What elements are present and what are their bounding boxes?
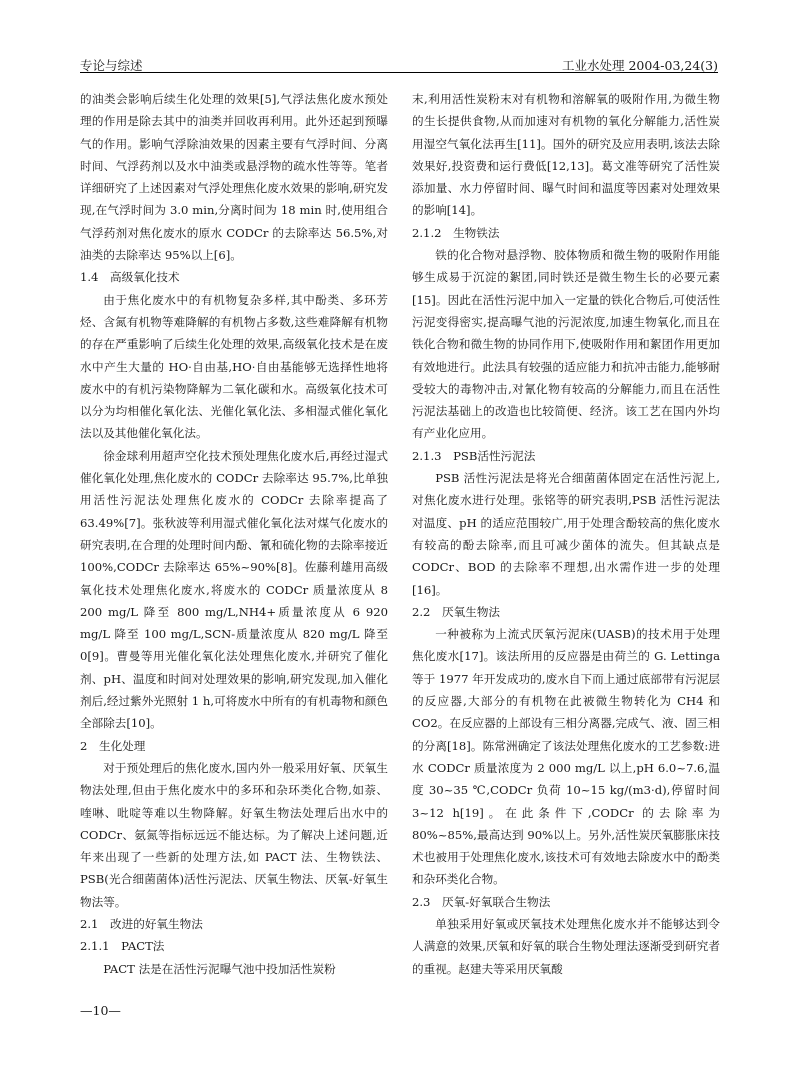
header-divider bbox=[80, 72, 718, 73]
header-section-title: 专论与综述 bbox=[80, 58, 143, 73]
body-paragraph: 徐金球利用超声空化技术预处理焦化废水后,再经过湿式催化氧化处理,焦化废水的 CODCr 去除率达 95.7%,比单独用活性污泥法处理焦化废水的 CODCr 去除率提高了 63.49%[7]。张秋波等利用湿式催化氧化法对煤气化废水的研究表明,在合理的处理时间内酚、氰和硫化物的去除率接近 100%,CODCr 去除率达 65%~90%[8]。佐藤利雄用高级氧化技术处理焦化废水,将废水的 CODCr 质量浓度从 8 200 mg/L 降至 800 mg/L,NH4+质量浓度从 6 920 mg/L 降至 100 mg/L,SCN-质量浓度从 820 mg/L 降至 0[9]。曹曼等用光催化氧化法处理焦化废水,并研究了催化剂、pH、温度和时间对处理效果的影响,研究发现,加入催化剂后,经过紫外光照射 1 h,可将废水中所有的有机毒物和颜色全部除去[10]。 bbox=[80, 448, 388, 731]
section-heading: 2.1.2 生物铁法 bbox=[412, 225, 500, 240]
section-heading: 2.1.3 PSB活性污泥法 bbox=[412, 448, 536, 463]
page-number: —10— bbox=[80, 1003, 121, 1018]
body-paragraph: 铁的化合物对悬浮物、胶体物质和微生物的吸附作用能够生成易于沉淀的絮团,同时铁还是微生物生长的必要元素[15]。因此在活性污泥中加入一定量的铁化合物后,可使活性污泥变得密实,提高曝气池的污泥浓度,加速生物氧化,而且在铁化合物和微生物的协同作用下,使吸附作用和絮团作用更加有效地进行。此法具有较强的适应能力和抗冲击能力,能够耐受较大的毒物冲击,对氰化物有较高的分解能力,而且在活性污泥法基础上的改造也比较简便、经济。该工艺在国内外均有产业化应用。 bbox=[412, 248, 720, 441]
section-heading: 1.4 高级氧化技术 bbox=[80, 270, 180, 285]
body-paragraph: 末,利用活性炭粉末对有机物和溶解氧的吸附作用,为微生物的生长提供食物,从而加速对有机物的氧化分解能力,活性炭用湿空气氧化法再生[11]。国外的研究及应用表明,该法去除效果好,投资费和运行费低[12,13]。葛文准等研究了活性炭添加量、水力停留时间、曝气时间和温度等因素对处理效果的影响[14]。 bbox=[412, 92, 720, 218]
section-heading: 2.1.1 PACT法 bbox=[80, 939, 165, 954]
body-paragraph: 一种被称为上流式厌氧污泥床(UASB)的技术用于处理焦化废水[17]。该法所用的反应器是由荷兰的 G. Lettinga 等于 1977 年开发成功的,废水自下而上通过底部带有污泥层的反应器,大部分的有机物在此被微生物转化为 CH4 和 CO2。在反应器的上部设有三相分离器,完成气、液、固三相的分离[18]。陈常洲确定了该法处理焦化废水的工艺参数:进水 CODCr 质量浓度为 2 000 mg/L 以上,pH 6.0~7.6,温度 30~35 ℃,CODCr 负荷 10~15 kg/(m3·d),停留时间 3~12 h[19]。在此条件下,CODCr 的去除率为 80%~85%,最高达到 90%以上。另外,活性炭厌氧膨胀床技术也被用于处理焦化废水,该技术可有效地去除废水中的酚类和杂环类化合物。 bbox=[412, 627, 720, 887]
body-paragraph: 单独采用好氧或厌氧技术处理焦化废水并不能够达到令人满意的效果,厌氧和好氧的联合生物处理法逐渐受到研究者的重视。赵建夫等采用厌氧酸 bbox=[412, 916, 720, 976]
section-heading: 2.3 厌氧-好氧联合生物法 bbox=[412, 894, 551, 909]
body-paragraph: 的油类会影响后续生化处理的效果[5],气浮法焦化废水预处理的作用是除去其中的油类并回收再利用。此外还起到预曝气的作用。影响气浮除油效果的因素主要有气浮时间、分离时间、气浮药剂以及水中油类或悬浮物的疏水性等等。笔者详细研究了上述因素对气浮处理焦化废水效果的影响,研究发现,在气浮时间为 3.0 min,分离时间为 18 min 时,使用组合气浮药剂对焦化废水的原水 CODCr 的去除率达 56.5%,对油类的去除率达 95%以上[6]。 bbox=[80, 92, 388, 263]
right-column bbox=[412, 88, 720, 980]
section-heading: 2.1 改进的好氧生物法 bbox=[80, 916, 203, 931]
body-paragraph: 对于预处理后的焦化废水,国内外一般采用好氧、厌氧生物法处理,但由于焦化废水中的多环和杂环类化合物,如萘、喹啉、吡啶等难以生物降解。好氧生物法处理后出水中的 CODCr、氨氮等指标远远不能达标。为了解决上述问题,近年来出现了一些新的处理方法,如 PACT 法、生物铁法、PSB(光合细菌菌体)活性污泥法、厌氧生物法、厌氧-好氧生物法等。 bbox=[80, 760, 388, 909]
section-heading: 2.2 厌氧生物法 bbox=[412, 604, 501, 619]
running-header bbox=[80, 50, 718, 74]
header-journal-info: 工业水处理 2004-03,24(3) bbox=[562, 58, 718, 73]
body-paragraph: 由于焦化废水中的有机物复杂多样,其中酚类、多环芳烃、含氮有机物等难降解的有机物占多数,这些难降解有机物的存在严重影响了后续生化处理的效果,高级氧化技术是在废水中产生大量的 HO·自由基,HO·自由基能够无选择性地将废水中的有机污染物降解为二氧化碳和水。高级氧化技术可以分为均相催化氧化法、光催化氧化法、多相湿式催化氧化法以及其他催化氧化法。 bbox=[80, 292, 388, 441]
body-paragraph: PSB 活性污泥法是将光合细菌菌体固定在活性污泥上,对焦化废水进行处理。张铭等的研究表明,PSB 活性污泥法对温度、pH 的适应范围较广,用于处理含酚较高的焦化废水有较高的酚去除率,而且可减少菌体的流失。但其缺点是 CODCr、BOD 的去除率不理想,出水需作进一步的处理[16]。 bbox=[412, 471, 720, 597]
body-paragraph: PACT 法是在活性污泥曝气池中投加活性炭粉 bbox=[103, 961, 336, 976]
left-column bbox=[80, 88, 388, 980]
section-heading: 2 生化处理 bbox=[80, 738, 146, 753]
